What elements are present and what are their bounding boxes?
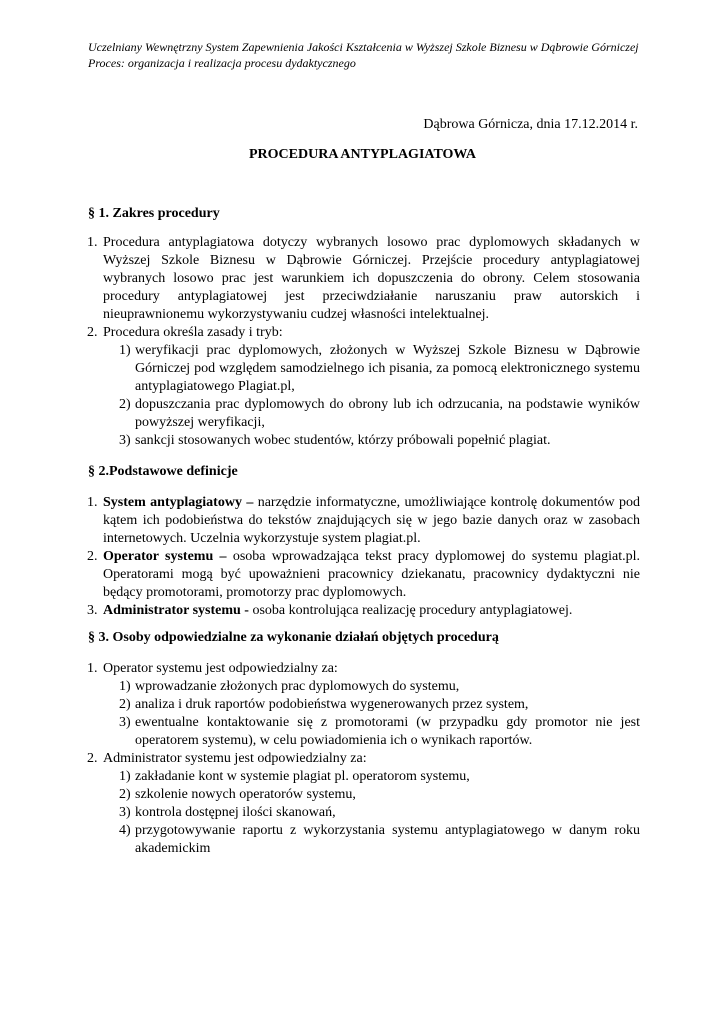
sub-item-number: 3)	[119, 715, 131, 730]
section-1-list	[88, 234, 640, 450]
sub-item-number: 1)	[119, 769, 131, 784]
header-process-name: Proces: organizacja i realizacja procesu dydaktycznego	[88, 55, 356, 70]
sub-list-item	[88, 714, 640, 750]
definition-text: osoba wprowadzająca tekst pracy dyplomowej do systemu plagiat.pl. Operatorami mogą być upoważnieni pracownicy dziekanatu, pracownicy dydaktyczni nie będący promotorami, promotorzy prac dyplomowych.	[103, 549, 641, 600]
section-3-heading: § 3. Osoby odpowiedzialne za wykonanie działań objętych procedurą	[88, 630, 499, 645]
item-text: Operator systemu jest odpowiedzialny za:	[103, 661, 338, 676]
item-number: 2.	[87, 325, 98, 340]
definition-text: osoba kontrolująca realizację procedury antyplagiatowej.	[248, 603, 573, 618]
definition-term: Administrator systemu -	[103, 603, 249, 618]
item-text: Administrator systemu jest odpowiedzialny za:	[103, 751, 367, 766]
sub-item-text: analiza i druk raportów podobieństwa wygenerowanych przez system,	[135, 697, 529, 712]
sub-list-item	[88, 342, 640, 396]
document-header	[88, 40, 648, 71]
sub-item-number: 1)	[119, 343, 131, 358]
sub-item-text: zakładanie kont w systemie plagiat pl. operatorom systemu,	[135, 769, 470, 784]
list-item	[88, 602, 640, 620]
section-3-list	[88, 660, 640, 858]
sub-item-number: 2)	[119, 397, 131, 412]
document-date: Dąbrowa Górnicza, dnia 17.12.2014 r.	[423, 117, 638, 132]
sub-item-number: 3)	[119, 805, 131, 820]
definition-term: System antyplagiatowy –	[103, 495, 254, 510]
sub-item-number: 1)	[119, 679, 131, 694]
sub-item-number: 3)	[119, 433, 131, 448]
sub-item-text: sankcji stosowanych wobec studentów, którzy próbowali popełnić plagiat.	[135, 433, 551, 448]
list-item	[88, 494, 640, 548]
sub-list-item	[88, 804, 640, 822]
item-number: 1.	[87, 235, 98, 250]
sub-item-text: szkolenie nowych operatorów systemu,	[135, 787, 356, 802]
sub-list-item	[88, 786, 640, 804]
sub-item-number: 4)	[119, 823, 131, 838]
list-item	[88, 660, 640, 678]
sub-item-text: przygotowywanie raportu z wykorzystania systemu antyplagiatowego w danym roku akademickim	[135, 823, 640, 856]
sub-item-text: dopuszczania prac dyplomowych do obrony lub ich odrzucania, na podstawie wyników powyższej weryfikacji,	[135, 397, 640, 430]
sub-item-text: wprowadzanie złożonych prac dyplomowych do systemu,	[135, 679, 460, 694]
list-item	[88, 324, 640, 342]
item-number: 2.	[87, 549, 98, 564]
item-number: 3.	[87, 603, 98, 618]
header-system-name: Uczelniany Wewnętrzny System Zapewnienia Jakości Kształcenia w Wyższej Szkole Biznesu w Dąbrowie Górniczej	[88, 40, 639, 54]
item-number: 1.	[87, 495, 98, 510]
item-text: Procedura antyplagiatowa dotyczy wybranych losowo prac dyplomowych składanych w Wyższej Szkole Biznesu w Dąbrowie Górniczej. Przejście procedury antyplagiatowej wybranych losowo prac jest warunkiem ich dopuszczenia do obrony. Celem stosowania procedury antyplagiatowej jest przeciwdziałanie naruszaniu praw autorskich i nieuprawnionemu wykorzystywaniu cudzej własności intelektualnej.	[103, 235, 640, 322]
list-item	[88, 750, 640, 768]
item-number: 1.	[87, 661, 98, 676]
sub-list-item	[88, 822, 640, 858]
sub-item-text: weryfikacji prac dyplomowych, złożonych w Wyższej Szkole Biznesu w Dąbrowie Górniczej pod względem samodzielnego ich pisania, za pomocą elektronicznego systemu antyplagiatowego Plagiat.pl,	[135, 343, 640, 394]
sub-item-text: kontrola dostępnej ilości skanowań,	[135, 805, 336, 820]
item-text: Procedura określa zasady i tryb:	[103, 325, 283, 340]
sub-list-item	[88, 696, 640, 714]
item-number: 2.	[87, 751, 98, 766]
sub-item-number: 2)	[119, 787, 131, 802]
sub-list-item	[88, 768, 640, 786]
sub-list-item	[88, 432, 640, 450]
section-1-heading: § 1. Zakres procedury	[88, 206, 220, 221]
sub-list-item	[88, 396, 640, 432]
definition-term: Operator systemu –	[103, 549, 227, 564]
section-2-heading: § 2.Podstawowe definicje	[88, 464, 238, 479]
sub-item-number: 2)	[119, 697, 131, 712]
list-item	[88, 234, 640, 324]
section-2-list	[88, 494, 640, 620]
document-title: PROCEDURA ANTYPLAGIATOWA	[248, 147, 476, 162]
sub-list-item	[88, 678, 640, 696]
definition-text: narzędzie informatyczne, umożliwiające kontrolę dokumentów pod kątem ich podobieństwa do tekstów znajdujących się w jego bazie danych oraz w zasobach internetowych. Uczelnia wykorzystuje system plagiat.pl.	[103, 495, 640, 546]
list-item	[88, 548, 640, 602]
sub-item-text: ewentualne kontaktowanie się z promotorami (w przypadku gdy promotor nie jest operatorem systemu), w celu powiadomienia ich o wynikach raportów.	[135, 715, 640, 748]
